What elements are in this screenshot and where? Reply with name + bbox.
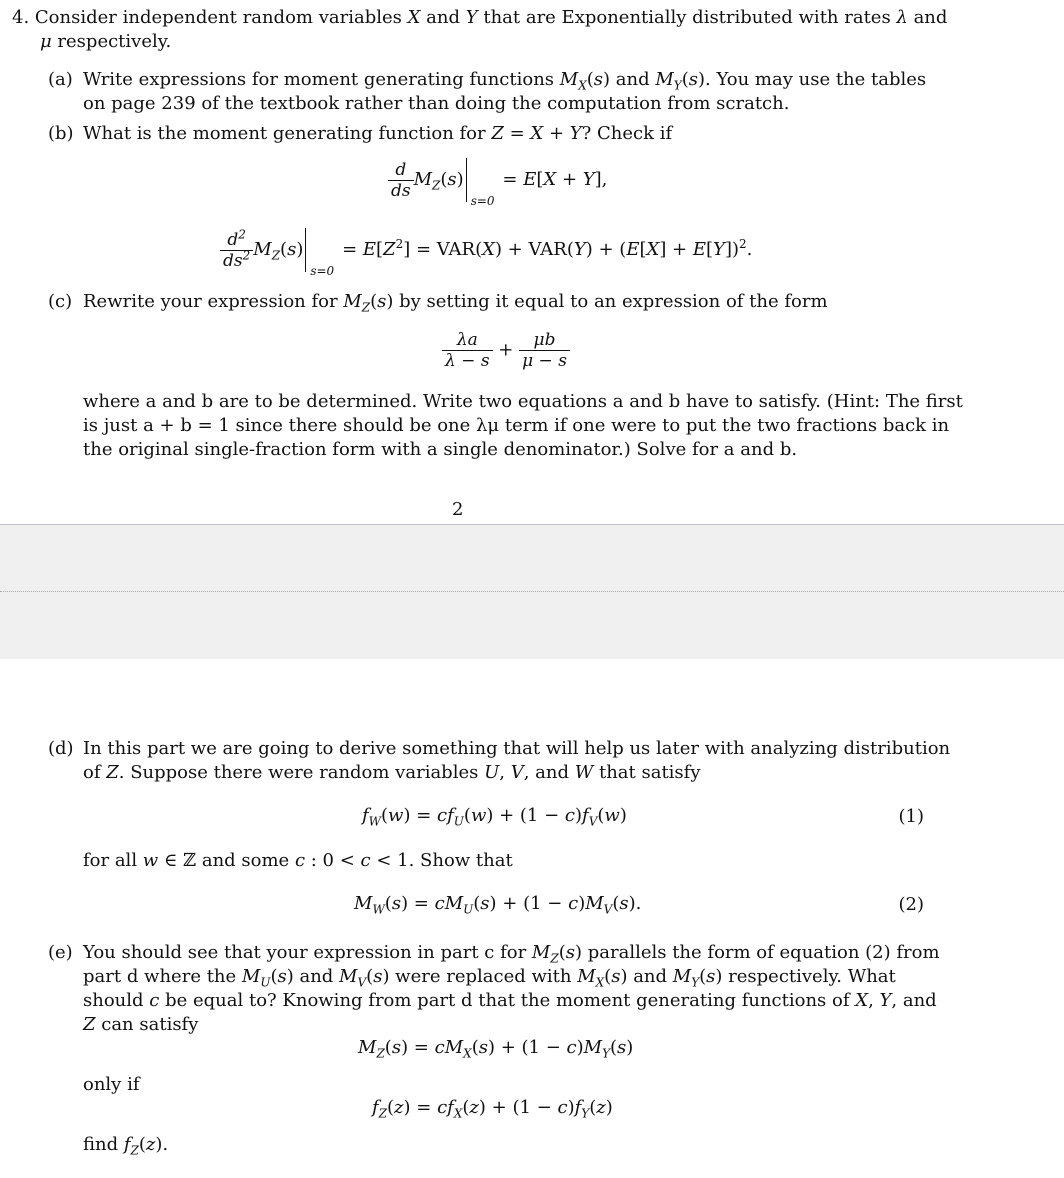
part-c-line4: the original single-fraction form with a single denominator.) Solve for a and b. [83,439,798,460]
part-e-eq1: $M_Z(s) = cM_X(s) + (1 - c)M_Y(s)$ [358,1037,634,1061]
part-a-label: (a) [48,69,73,90]
part-b-line1: What is the moment generating function for Z = X + Y? Check if [83,123,673,144]
part-d-eq2: $M_W(s) = cM_U(s) + (1 - c)M_V(s)$. [354,893,642,917]
part-c-line3: is just a + b = 1 since there should be one λμ term if one were to put the two fractions back in [83,415,950,436]
part-a-line1: Write expressions for moment generating functions $M_X(s)$ and $M_Y(s)$. You may use the tables [83,69,927,93]
part-d-eq1: $f_W(w) = cf_U(w) + (1 - c)f_V(w)$ [362,805,627,829]
part-c-label: (c) [48,291,73,312]
part-e-eq2: $f_Z(z) = cf_X(z) + (1 - c)f_Y(z)$ [372,1097,613,1121]
page-number: 2 [452,499,464,520]
part-d-label: (d) [48,738,74,759]
part-e-final: find $f_Z(z)$. [83,1134,169,1158]
part-e-line1: You should see that your expression in part c for $M_Z(s)$ parallels the form of equation (2) from [83,942,940,966]
problem-intro: 4. Consider independent random variables X and Y that are Exponentially distributed with rates λ and [12,7,948,28]
part-a-line2: on page 239 of the textbook rather than doing the computation from scratch. [83,93,790,114]
part-c-formula: $\frac{\lambda a}{\lambda - s}$ + $\frac{\mu b}{\mu - s}$ [442,330,570,371]
page-divider [0,591,1064,592]
part-e-line4: Z can satisfy [83,1014,199,1035]
page-2 [0,659,1064,1178]
eq-number-2: (2) [898,894,924,915]
page-1 [0,0,1064,524]
part-b-label: (b) [48,123,74,144]
part-e-line2: part d where the $M_U(s)$ and $M_V(s)$ were replaced with $M_X(s)$ and $M_Y(s)$ respectively. What [83,966,896,990]
part-c-line1: Rewrite your expression for $M_Z(s)$ by setting it equal to an expression of the form [83,291,828,315]
eq-number-1: (1) [898,806,924,827]
part-e-line3: should c be equal to? Knowing from part d that the moment generating functions of X, Y, and [83,990,937,1011]
part-d-line2: of Z. Suppose there were random variables U, V, and W that satisfy [83,762,701,783]
part-b-eq1: $\frac{d}{ds}$ $M_Z(s)$ s=0 = E[X + Y], [388,158,607,202]
page-gap [0,524,1064,660]
part-e-only-if: only if [83,1074,140,1095]
problem-number: 4. [12,7,30,28]
part-d-line1: In this part we are going to derive something that will help us later with analyzing distribution [83,738,951,759]
part-d-line3: for all w ∈ ℤ and some c : 0 < c < 1. Show that [83,850,513,871]
part-e-label: (e) [48,942,73,963]
part-c-line2: where a and b are to be determined. Write two equations a and b have to satisfy. (Hint: The first [83,391,963,412]
problem-intro-line2: μ respectively. [40,31,172,52]
part-b-eq2: $\frac{d^2}{ds^2}$ $M_Z(s)$ s=0 = $E[Z^2] = VAR(X) + VAR(Y) + (E[X] + E[Y])^2$. [220,228,752,272]
